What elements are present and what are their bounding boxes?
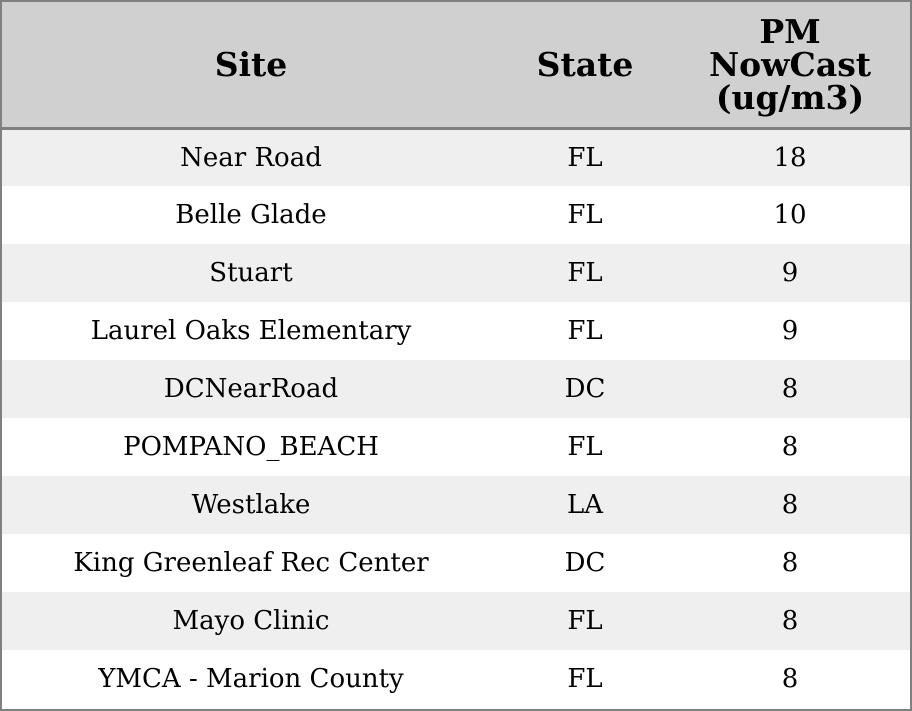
cell-pm: 8	[781, 490, 799, 520]
cell-site: King Greenleaf Rec Center	[73, 548, 429, 578]
cell-state: DC	[564, 548, 606, 578]
table-row	[2, 360, 910, 418]
table-row	[2, 244, 910, 302]
cell-pm: 9	[781, 316, 799, 346]
table-row	[2, 418, 910, 476]
cell-site: Belle Glade	[175, 200, 327, 230]
table-header	[2, 2, 910, 128]
table-row	[2, 534, 910, 592]
header-row	[2, 2, 910, 128]
cell-pm: 18	[773, 142, 807, 173]
table-row	[2, 592, 910, 650]
cell-site: POMPANO_BEACH	[123, 432, 379, 462]
table-row	[2, 476, 910, 534]
table-row	[2, 186, 910, 244]
cell-pm: 8	[781, 664, 799, 694]
table-row	[2, 128, 910, 186]
cell-site: Stuart	[209, 258, 293, 288]
cell-site: YMCA - Marion County	[98, 664, 404, 694]
cell-site: DCNearRoad	[163, 374, 339, 404]
cell-pm: 8	[781, 548, 799, 578]
cell-state: FL	[567, 200, 603, 230]
cell-state: FL	[567, 432, 603, 462]
cell-state: LA	[566, 490, 604, 520]
header-pm-line2: NowCast	[708, 44, 872, 84]
cell-state: FL	[567, 664, 603, 694]
cell-site: Laurel Oaks Elementary	[90, 316, 412, 346]
header-state: State	[500, 2, 670, 128]
cell-state: FL	[567, 606, 603, 636]
cell-pm: 8	[781, 606, 799, 636]
cell-site: Mayo Clinic	[172, 606, 330, 636]
cell-pm: 8	[781, 432, 799, 462]
cell-site: Westlake	[191, 490, 311, 520]
table-body	[2, 128, 910, 708]
cell-site: Near Road	[180, 142, 322, 173]
cell-pm: 8	[781, 374, 799, 404]
header-pm-nowcast	[670, 2, 910, 128]
header-pm-line3: (ug/m3)	[715, 77, 865, 117]
header-site: Site	[2, 2, 500, 128]
table-row	[2, 302, 910, 360]
table-row	[2, 650, 910, 708]
header-pm-line1: PM	[759, 11, 821, 51]
pm-nowcast-table	[2, 2, 910, 708]
cell-state: FL	[567, 142, 603, 173]
cell-pm: 9	[781, 258, 799, 288]
cell-state: DC	[564, 374, 606, 404]
cell-pm: 10	[773, 200, 807, 230]
cell-state: FL	[567, 258, 603, 288]
cell-state: FL	[567, 316, 603, 346]
